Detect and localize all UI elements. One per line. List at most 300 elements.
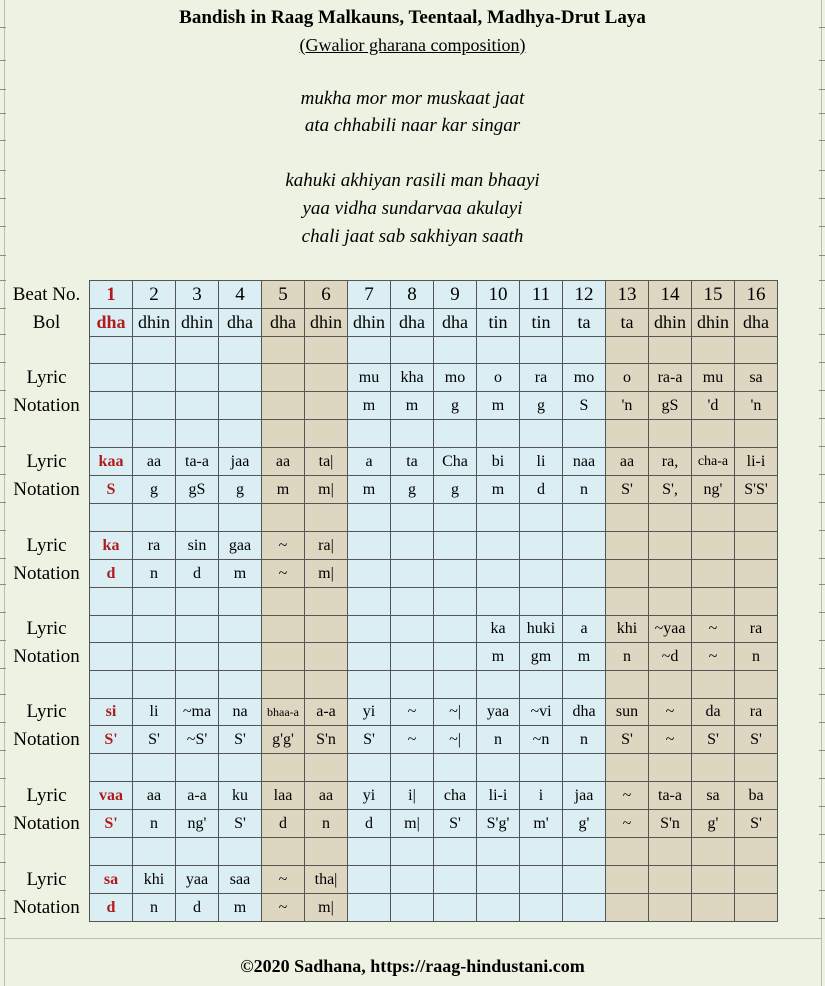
spacer-cell: [348, 504, 391, 532]
beat-number-cell: 4: [219, 281, 262, 309]
notation-cell: ~n: [520, 726, 563, 754]
notation-cell: ~d: [649, 643, 692, 671]
lyric-cell: [391, 866, 434, 894]
spacer-cell: [348, 588, 391, 616]
bol-cell: dhin: [692, 309, 735, 337]
spacer-cell: [391, 420, 434, 448]
notation-cell: n: [606, 643, 649, 671]
spacer-cell: [692, 420, 735, 448]
notation-cell: g': [563, 810, 606, 838]
lyric-cell: saa: [219, 866, 262, 894]
bol-cell: dhin: [176, 309, 219, 337]
beat-number-cell: 7: [348, 281, 391, 309]
spacer-cell: [520, 671, 563, 699]
row-tick: [819, 890, 825, 891]
bol-row: [4, 309, 778, 337]
lyric-cell: da: [692, 699, 735, 726]
lyric-cell: yaa: [176, 866, 219, 894]
notation-cell: [262, 643, 305, 671]
notation-cell: S': [90, 726, 133, 754]
notation-cell: n: [735, 643, 778, 671]
lyric-cell: [606, 866, 649, 894]
notation-cell: m: [563, 643, 606, 671]
row-tick: [819, 862, 825, 863]
lyric-label: Lyric: [26, 784, 67, 806]
lyric-cell: ta|: [305, 448, 348, 476]
spacer-cell: [477, 504, 520, 532]
notation-cell: [477, 560, 520, 588]
notation-cell: S': [219, 810, 262, 838]
notation-cell: ng': [692, 476, 735, 504]
spacer-cell: [563, 504, 606, 532]
notation-cell: [692, 894, 735, 922]
notation-cell: g'g': [262, 726, 305, 754]
lyric-row: [4, 866, 778, 894]
lyric-cell: ta: [391, 448, 434, 476]
notation-cell: m|: [305, 560, 348, 588]
notation-row: [4, 810, 778, 838]
lyric-cell: ~vi: [520, 699, 563, 726]
spacer-cell: [90, 337, 133, 364]
lyric-cell: yaa: [477, 699, 520, 726]
row-tick: [819, 722, 825, 723]
lyric-cell: khi: [606, 616, 649, 643]
bol-label: Bol: [32, 311, 61, 333]
spacer-cell: [133, 337, 176, 364]
notation-cell: m: [348, 392, 391, 420]
spacer-cell: [434, 588, 477, 616]
notation-cell: n: [305, 810, 348, 838]
spacer-label: [4, 754, 90, 782]
spacer-cell: [434, 420, 477, 448]
lyric-cell: [391, 532, 434, 560]
lyric-cell: [434, 616, 477, 643]
spacer-cell: [520, 337, 563, 364]
lyric-cell: aa: [133, 448, 176, 476]
spacer-cell: [735, 754, 778, 782]
notation-cell: S': [692, 726, 735, 754]
lyric-cell: [735, 866, 778, 894]
row-tick: [0, 140, 6, 141]
spacer-cell: [434, 337, 477, 364]
spacer-cell: [391, 337, 434, 364]
lyric-row: [4, 782, 778, 810]
row-tick: [819, 255, 825, 256]
notation-cell: [348, 643, 391, 671]
spacer-cell: [735, 838, 778, 866]
lyric-cell: ~: [391, 699, 434, 726]
notation-cell: g: [434, 476, 477, 504]
spacer-label: [4, 588, 90, 616]
notation-cell: n: [133, 560, 176, 588]
spacer-cell: [219, 671, 262, 699]
spacer-cell: [90, 504, 133, 532]
notation-row: [4, 476, 778, 504]
lyric-cell: [563, 866, 606, 894]
notation-cell: [520, 894, 563, 922]
bol-cell: dhin: [649, 309, 692, 337]
lyric-cell: ~|: [434, 699, 477, 726]
notation-cell: [219, 392, 262, 420]
notation-cell: [606, 894, 649, 922]
lyric-cell: naa: [563, 448, 606, 476]
spacer-cell: [649, 838, 692, 866]
spacer-cell: [176, 671, 219, 699]
bol-cell: tin: [477, 309, 520, 337]
notation-label: Notation: [13, 728, 80, 750]
spacer-cell: [133, 504, 176, 532]
notation-cell: [477, 894, 520, 922]
notation-row: [4, 560, 778, 588]
bol-cell: dha: [735, 309, 778, 337]
row-tick: [819, 668, 825, 669]
spacer-label: [4, 420, 90, 448]
sheet-gridline: [4, 938, 822, 939]
lyric-cell: bi: [477, 448, 520, 476]
notation-cell: [391, 894, 434, 922]
notation-cell: m: [348, 476, 391, 504]
row-tick: [819, 308, 825, 309]
lyric-cell: [434, 532, 477, 560]
spacer-cell: [305, 671, 348, 699]
lyric-cell: bhaa-a: [262, 699, 305, 726]
spacer-cell: [176, 588, 219, 616]
notation-cell: S: [563, 392, 606, 420]
notation-cell: ~: [606, 810, 649, 838]
spacer-cell: [520, 420, 563, 448]
spacer-cell: [305, 588, 348, 616]
notation-cell: S': [606, 476, 649, 504]
lyric-cell: ba: [735, 782, 778, 810]
notation-cell: S'n: [305, 726, 348, 754]
lyric-cell: ka: [90, 532, 133, 560]
beat-number-cell: 1: [90, 281, 133, 309]
notation-cell: S',: [649, 476, 692, 504]
lyric-cell: [348, 532, 391, 560]
beat-number-cell: 13: [606, 281, 649, 309]
spacer-cell: [735, 504, 778, 532]
spacer-cell: [563, 588, 606, 616]
row-tick: [819, 640, 825, 641]
bol-cell: dha: [219, 309, 262, 337]
row-tick: [819, 334, 825, 335]
spacer-cell: [133, 420, 176, 448]
lyric-cell: [477, 866, 520, 894]
spacer-cell: [391, 588, 434, 616]
lyric-row: [4, 699, 778, 726]
row-tick: [819, 280, 825, 281]
spacer-cell: [735, 671, 778, 699]
lyric-cell: [735, 532, 778, 560]
spacer-cell: [735, 420, 778, 448]
notation-cell: S': [735, 810, 778, 838]
spacer-cell: [735, 337, 778, 364]
lyric-cell: ~ma: [176, 699, 219, 726]
notation-cell: [735, 560, 778, 588]
spacer-cell: [649, 337, 692, 364]
spacer-cell: [176, 504, 219, 532]
spacer-cell: [649, 754, 692, 782]
notation-cell: g: [520, 392, 563, 420]
lyric-cell: ra|: [305, 532, 348, 560]
spacer-cell: [692, 588, 735, 616]
lyric-line: chali jaat sab sakhiyan saath: [301, 226, 524, 247]
lyric-cell: a: [348, 448, 391, 476]
spacer-cell: [477, 337, 520, 364]
lyric-cell: sa: [735, 364, 778, 392]
spacer-cell: [305, 504, 348, 532]
spacer-cell: [262, 504, 305, 532]
spacer-cell: [348, 754, 391, 782]
lyric-label: Lyric: [26, 701, 67, 722]
spacer-cell: [219, 754, 262, 782]
lyric-cell: kha: [391, 364, 434, 392]
lyric-cell: ra: [133, 532, 176, 560]
spacer-cell: [305, 337, 348, 364]
row-tick: [819, 806, 825, 807]
spacer-cell: [520, 838, 563, 866]
row-tick: [819, 750, 825, 751]
lyric-cell: aa: [305, 782, 348, 810]
lyric-cell: [262, 364, 305, 392]
lyric-cell: jaa: [563, 782, 606, 810]
notation-cell: ~: [692, 643, 735, 671]
notation-cell: m: [477, 476, 520, 504]
spacer-cell: [606, 671, 649, 699]
lyric-cell: laa: [262, 782, 305, 810]
lyric-row: [4, 532, 778, 560]
spacer-cell: [391, 754, 434, 782]
notation-cell: [391, 560, 434, 588]
notation-cell: [520, 560, 563, 588]
notation-cell: g: [133, 476, 176, 504]
notation-cell: ~: [391, 726, 434, 754]
lyric-cell: ra,: [649, 448, 692, 476]
spacer-cell: [176, 754, 219, 782]
sheet-gridline: [821, 0, 822, 986]
beat-number-cell: 9: [434, 281, 477, 309]
spacer-cell: [692, 504, 735, 532]
notation-cell: S': [90, 810, 133, 838]
spacer-cell: [262, 337, 305, 364]
row-tick: [819, 834, 825, 835]
lyric-cell: mu: [692, 364, 735, 392]
notation-cell: 'n: [735, 392, 778, 420]
spacer-cell: [219, 504, 262, 532]
notation-cell: g': [692, 810, 735, 838]
lyric-label: Lyric: [26, 618, 67, 639]
spacer-cell: [692, 754, 735, 782]
lyric-cell: mo: [563, 364, 606, 392]
bol-cell: dhin: [133, 309, 176, 337]
spacer-cell: [649, 420, 692, 448]
notation-cell: d: [90, 560, 133, 588]
spacer-cell: [90, 420, 133, 448]
page-subtitle: (Gwalior gharana composition): [299, 35, 526, 55]
bol-cell: ta: [606, 309, 649, 337]
lyric-cell: [348, 866, 391, 894]
spacer-cell: [563, 671, 606, 699]
lyric-cell: ~yaa: [649, 616, 692, 643]
notation-cell: S': [219, 726, 262, 754]
row-tick: [819, 418, 825, 419]
notation-cell: m|: [305, 476, 348, 504]
lyric-cell: Cha: [434, 448, 477, 476]
copyright-footer: ©2020 Sadhana, https://raag-hindustani.com: [240, 956, 585, 976]
lyric-cell: ra: [520, 364, 563, 392]
spacer-row: [4, 504, 778, 532]
spacer-cell: [348, 420, 391, 448]
beat-number-cell: 5: [262, 281, 305, 309]
spacer-cell: [391, 671, 434, 699]
notation-row: [4, 392, 778, 420]
lyric-cell: [219, 616, 262, 643]
lyric-cell: o: [606, 364, 649, 392]
lyric-cell: ka: [477, 616, 520, 643]
notation-label: Notation: [13, 896, 80, 918]
lyric-cell: sun: [606, 699, 649, 726]
row-tick: [819, 558, 825, 559]
spacer-cell: [649, 504, 692, 532]
row-tick: [819, 140, 825, 141]
notation-cell: [606, 560, 649, 588]
notation-label: Notation: [13, 645, 80, 667]
spacer-cell: [305, 838, 348, 866]
lyric-cell: sa: [692, 782, 735, 810]
notation-cell: [563, 560, 606, 588]
spacer-row: [4, 838, 778, 866]
spacer-cell: [133, 588, 176, 616]
notation-cell: S: [90, 476, 133, 504]
lyric-cell: aa: [262, 448, 305, 476]
spacer-cell: [563, 754, 606, 782]
bol-cell: tin: [520, 309, 563, 337]
notation-cell: d: [348, 810, 391, 838]
spacer-cell: [477, 754, 520, 782]
notation-cell: d: [262, 810, 305, 838]
lyric-cell: [649, 532, 692, 560]
beat-number-cell: 16: [735, 281, 778, 309]
notation-cell: [90, 643, 133, 671]
notation-cell: [133, 643, 176, 671]
lyric-cell: jaa: [219, 448, 262, 476]
notation-cell: g: [434, 392, 477, 420]
row-tick: [0, 60, 6, 61]
spacer-cell: [606, 588, 649, 616]
lyric-cell: [133, 616, 176, 643]
bol-cell: dhin: [305, 309, 348, 337]
spacer-cell: [262, 671, 305, 699]
row-tick: [819, 584, 825, 585]
lyric-cell: yi: [348, 699, 391, 726]
bol-cell: dha: [391, 309, 434, 337]
lyric-label: Lyric: [26, 534, 67, 556]
beat-number-cell: 6: [305, 281, 348, 309]
spacer-cell: [477, 838, 520, 866]
spacer-cell: [133, 671, 176, 699]
spacer-cell: [219, 337, 262, 364]
row-tick: [819, 502, 825, 503]
lyric-cell: cha: [434, 782, 477, 810]
notation-row: [4, 726, 778, 754]
lyric-cell: [606, 532, 649, 560]
spacer-label: [4, 838, 90, 866]
lyric-cell: li: [133, 699, 176, 726]
lyric-cell: [305, 616, 348, 643]
notation-cell: 'n: [606, 392, 649, 420]
spacer-cell: [90, 838, 133, 866]
spacer-row: [4, 754, 778, 782]
notation-cell: gS: [649, 392, 692, 420]
notation-cell: m': [520, 810, 563, 838]
notation-cell: m: [391, 392, 434, 420]
notation-cell: S': [348, 726, 391, 754]
notation-cell: m: [262, 476, 305, 504]
lyric-cell: ra: [735, 699, 778, 726]
spacer-cell: [348, 337, 391, 364]
spacer-cell: [90, 671, 133, 699]
notation-cell: S'S': [735, 476, 778, 504]
notation-cell: m: [219, 560, 262, 588]
lyric-cell: ~: [262, 866, 305, 894]
notation-cell: [219, 643, 262, 671]
notation-cell: [262, 392, 305, 420]
lyric-cell: a-a: [176, 782, 219, 810]
notation-cell: m|: [391, 810, 434, 838]
page-title: Bandish in Raag Malkauns, Teentaal, Madhya-Drut Laya: [179, 7, 646, 28]
lyric-cell: [520, 866, 563, 894]
spacer-cell: [563, 838, 606, 866]
spacer-row: [4, 671, 778, 699]
lyric-cell: a-a: [305, 699, 348, 726]
spacer-cell: [520, 504, 563, 532]
lyric-cell: ta-a: [176, 448, 219, 476]
row-tick: [819, 113, 825, 114]
lyric-cell: [649, 866, 692, 894]
spacer-cell: [133, 754, 176, 782]
beat-number-cell: 10: [477, 281, 520, 309]
lyric-cell: [477, 532, 520, 560]
notation-cell: [692, 560, 735, 588]
notation-cell: S'g': [477, 810, 520, 838]
notation-cell: [348, 894, 391, 922]
notation-cell: g: [219, 476, 262, 504]
notation-cell: n: [563, 726, 606, 754]
notation-cell: m|: [305, 894, 348, 922]
lyric-cell: vaa: [90, 782, 133, 810]
notation-cell: [348, 560, 391, 588]
beat-number-cell: 12: [563, 281, 606, 309]
notation-cell: m: [477, 392, 520, 420]
lyric-cell: [219, 364, 262, 392]
beat-number-cell: 2: [133, 281, 176, 309]
spacer-cell: [176, 420, 219, 448]
lyric-cell: [434, 866, 477, 894]
lyric-cell: sa: [90, 866, 133, 894]
notation-cell: [434, 643, 477, 671]
notation-cell: [649, 560, 692, 588]
row-tick: [0, 255, 6, 256]
lyric-cell: ku: [219, 782, 262, 810]
lyric-cell: mu: [348, 364, 391, 392]
lyric-cell: [348, 616, 391, 643]
spacer-cell: [176, 838, 219, 866]
notation-cell: ~S': [176, 726, 219, 754]
lyric-cell: [90, 616, 133, 643]
lyric-cell: cha-a: [692, 448, 735, 476]
notation-cell: d: [176, 894, 219, 922]
lyric-cell: li-i: [735, 448, 778, 476]
